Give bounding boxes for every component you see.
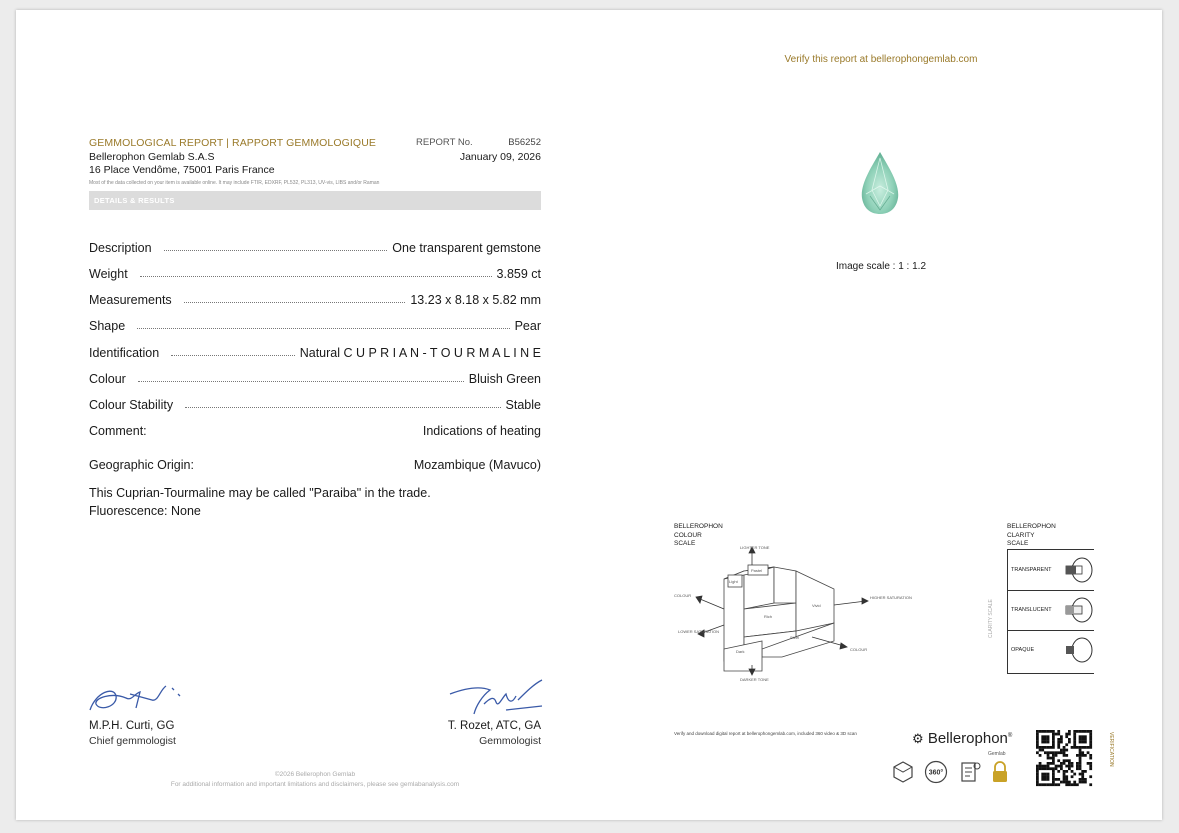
label-colour-right: COLOUR	[850, 647, 868, 652]
detail-label: Colour Stability	[89, 398, 174, 412]
comment-value: Indications of heating	[422, 424, 541, 438]
label-colour-left: COLOUR	[674, 593, 692, 598]
label-lower-saturation: LOWER SATURATION	[678, 629, 719, 634]
detail-label: Weight	[89, 267, 128, 281]
detail-row-shape	[89, 315, 541, 333]
lock-icon[interactable]	[990, 760, 1010, 784]
detail-row-colour	[89, 368, 541, 386]
colour-scale-title-line: SCALE	[674, 540, 696, 547]
signature-left-name: M.P.H. Curti, GG	[89, 720, 175, 732]
detail-value: Stable	[505, 398, 541, 412]
signature-right	[446, 672, 546, 718]
digital-report-note[interactable]: Verify and download digital report at bellerophongemlab.com, included 360 video & 3D scan	[674, 731, 857, 736]
detail-label: Description	[89, 241, 152, 255]
clarity-scale-title-line: SCALE	[1007, 540, 1029, 547]
signature-left-role: Chief gemmologist	[89, 735, 176, 747]
footer-disclaimer: For additional information and important limitations and disclaimers, please see gemlabanalysis.com	[170, 781, 460, 788]
clarity-label: TRANSLUCENT	[1011, 607, 1052, 613]
detail-row-measurements	[89, 289, 541, 307]
data-note: Most of the data collected on your item is available online. It may include FTIR, EDXRF, PL532, PL313, UV-vis, LIBS and/or Raman	[89, 180, 380, 186]
detail-label: Identification	[89, 346, 160, 360]
report-number: B56252	[508, 137, 541, 148]
brand-logo: ⚙ Bellerophon®	[912, 730, 1013, 747]
detail-value: One transparent gemstone	[392, 241, 541, 255]
clarity-side-label: CLARITY SCALE	[988, 599, 994, 638]
image-scale: Image scale : 1 : 1.2	[835, 261, 927, 272]
label-dark: Dark	[736, 649, 745, 654]
clarity-label: OPAQUE	[1011, 647, 1035, 653]
fluorescence-note: Fluorescence: None	[89, 504, 201, 518]
detail-label: Measurements	[89, 293, 172, 307]
clarity-row-opaque	[1008, 630, 1094, 670]
detail-value: 3.859 ct	[496, 267, 541, 281]
detail-value: 13.23 x 8.18 x 5.82 mm	[410, 293, 541, 307]
svg-text:360°: 360°	[928, 769, 944, 777]
signature-left	[86, 672, 186, 718]
verification-label: VERIFICATION	[1108, 732, 1114, 767]
detail-value: Pear	[514, 319, 541, 333]
qr-code[interactable]	[1036, 730, 1092, 786]
detail-value: Natural C U P R I A N - T O U R M A L I N E	[299, 346, 541, 360]
gemstone-image	[858, 150, 902, 216]
detail-label: Shape	[89, 319, 126, 333]
origin-label: Geographic Origin:	[89, 458, 194, 472]
signature-right-name: T. Rozet, ATC, GA	[447, 720, 541, 732]
clarity-translucent-icon	[1064, 596, 1094, 624]
report-number-label: REPORT No.	[416, 137, 473, 148]
detail-value: Bluish Green	[468, 372, 541, 386]
clarity-scale-title-line: CLARITY	[1007, 531, 1035, 539]
colour-scale-title-line: COLOUR	[674, 531, 702, 539]
clarity-label: TRANSPARENT	[1011, 567, 1052, 573]
brand-sub: Gemlab	[988, 751, 1006, 757]
clarity-scale	[1007, 549, 1094, 674]
clarity-scale-title-line: BELLEROPHON	[1007, 523, 1056, 530]
detail-row-origin	[89, 454, 541, 472]
comment-label: Comment:	[89, 424, 147, 438]
detail-row-comment	[89, 420, 541, 438]
clarity-row-translucent	[1008, 590, 1094, 631]
label-rich: Rich	[764, 614, 773, 619]
detail-row-colour-stability	[89, 394, 541, 412]
detail-label: Colour	[89, 372, 126, 386]
brand-mark-icon: ⚙	[912, 731, 924, 746]
clarity-transparent-icon	[1064, 556, 1094, 584]
trade-note: This Cuprian-Tourmaline may be called "Paraiba" in the trade.	[89, 486, 431, 500]
colour-scale-title-line: BELLEROPHON	[674, 523, 723, 530]
section-bar-label: DETAILS & RESULTS	[94, 196, 175, 205]
company-address: 16 Place Vendôme, 75001 Paris France	[89, 164, 275, 176]
label-darker-tone: DARKER TONE	[740, 677, 769, 682]
report-title: GEMMOLOGICAL REPORT | RAPPORT GEMMOLOGIQUE	[89, 137, 376, 149]
clarity-opaque-icon	[1064, 636, 1094, 664]
colour-scale-diagram	[672, 545, 912, 682]
company-name: Bellerophon Gemlab S.A.S	[89, 151, 215, 163]
detail-row-weight	[89, 263, 541, 281]
360-icon[interactable]	[924, 760, 948, 784]
origin-value: Mozambique (Mavuco)	[413, 458, 541, 472]
brand-name: Bellerophon	[927, 730, 1008, 747]
clarity-row-transparent	[1008, 550, 1094, 591]
label-higher-saturation: HIGHER SATURATION	[870, 595, 912, 600]
report-date: January 09, 2026	[459, 151, 541, 163]
label-vivid: Vivid	[812, 603, 821, 608]
verify-link[interactable]: Verify this report at bellerophongemlab.com	[784, 54, 978, 65]
section-bar	[89, 191, 541, 210]
footer-copyright: ©2026 Bellerophon Gemlab	[274, 771, 356, 778]
label-light: Light	[729, 579, 738, 584]
label-pastel: Pastel	[751, 568, 763, 573]
gem-3d-icon[interactable]	[892, 760, 914, 784]
label-lighter-tone: LIGHTER TONE	[740, 545, 770, 550]
clarity-scale-title	[1007, 523, 1056, 549]
report-icon[interactable]	[958, 760, 982, 784]
label-steel: Steel	[790, 635, 800, 640]
report-page	[16, 10, 1162, 820]
signature-right-role: Gemmologist	[479, 735, 541, 747]
detail-row-description	[89, 237, 541, 255]
detail-row-identification	[89, 342, 541, 360]
